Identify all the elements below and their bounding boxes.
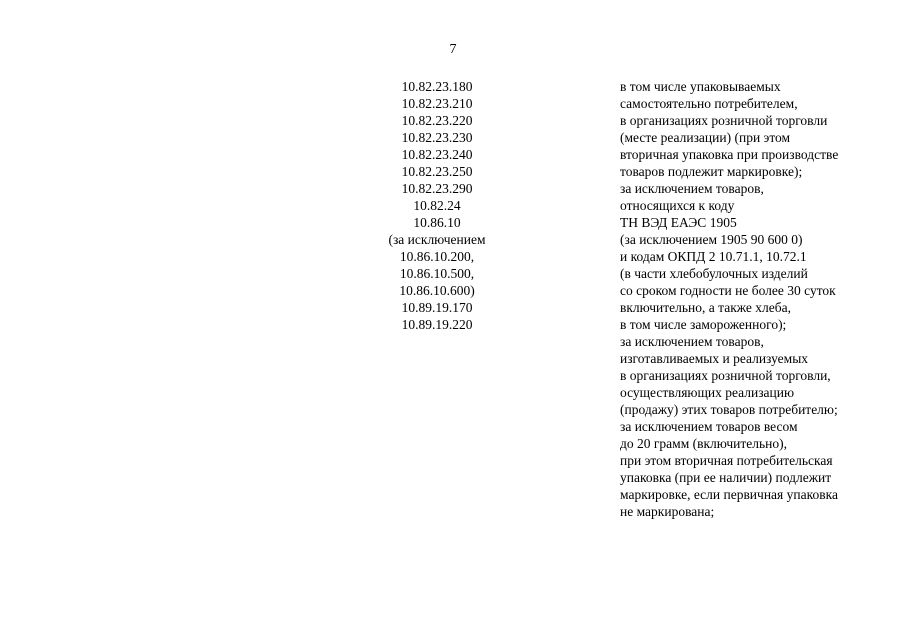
- description-line: включительно, а также хлеба,: [620, 300, 791, 315]
- product-code-line: (за исключением: [388, 232, 486, 247]
- description-line: до 20 грамм (включительно),: [620, 436, 787, 451]
- product-code-line: 10.89.19.170: [401, 300, 473, 315]
- product-code-line: 10.82.23.250: [401, 164, 473, 179]
- description-line: за исключением товаров,: [620, 334, 764, 349]
- description-line: за исключением товаров весом: [620, 419, 798, 434]
- product-code-line: 10.82.23.180: [401, 79, 473, 94]
- description-line: относящихся к коду: [620, 198, 735, 213]
- description-line: товаров подлежит маркировке);: [620, 164, 803, 179]
- description-line: самостоятельно потребителем,: [620, 96, 798, 111]
- product-code-line: 10.82.23.220: [401, 113, 473, 128]
- description-line: за исключением товаров,: [620, 181, 764, 196]
- description-line: (продажу) этих товаров потребителю;: [620, 402, 838, 417]
- description-line: в организациях розничной торговли,: [620, 368, 831, 383]
- description-line: в организациях розничной торговли: [620, 113, 828, 128]
- description-line: вторичная упаковка при производстве: [620, 147, 839, 162]
- description-line: со сроком годности не более 30 суток: [620, 283, 836, 298]
- product-description-column: [620, 78, 890, 520]
- description-line: не маркирована;: [620, 504, 715, 519]
- product-code-line: 10.82.23.210: [401, 96, 473, 111]
- product-code-line: 10.82.24: [413, 198, 461, 213]
- product-code-line: 10.82.23.290: [401, 181, 473, 196]
- product-codes-column: [367, 78, 507, 333]
- description-line: изготавливаемых и реализуемых: [620, 351, 809, 366]
- product-code-line: 10.82.23.240: [401, 147, 473, 162]
- product-code-line: 10.86.10.500,: [399, 266, 475, 281]
- description-line: осуществляющих реализацию: [620, 385, 795, 400]
- description-line: упаковка (при ее наличии) подлежит: [620, 470, 832, 485]
- product-code-line: 10.82.23.230: [401, 130, 473, 145]
- description-line: при этом вторичная потребительская: [620, 453, 833, 468]
- description-line: в том числе замороженного);: [620, 317, 787, 332]
- description-line: (месте реализации) (при этом: [620, 130, 791, 145]
- page-number: 7: [449, 42, 457, 57]
- description-line: (в части хлебобулочных изделий: [620, 266, 808, 281]
- description-line: (за исключением 1905 90 600 0): [620, 232, 803, 247]
- product-code-line: 10.86.10.200,: [399, 249, 475, 264]
- product-code-line: 10.89.19.220: [401, 317, 473, 332]
- description-line: в том числе упаковываемых: [620, 79, 781, 94]
- description-line: и кодам ОКПД 2 10.71.1, 10.72.1: [620, 249, 807, 264]
- product-code-line: 10.86.10: [413, 215, 461, 230]
- description-line: ТН ВЭД ЕАЭС 1905: [620, 215, 737, 230]
- product-code-line: 10.86.10.600): [399, 283, 475, 298]
- description-line: маркировке, если первичная упаковка: [620, 487, 838, 502]
